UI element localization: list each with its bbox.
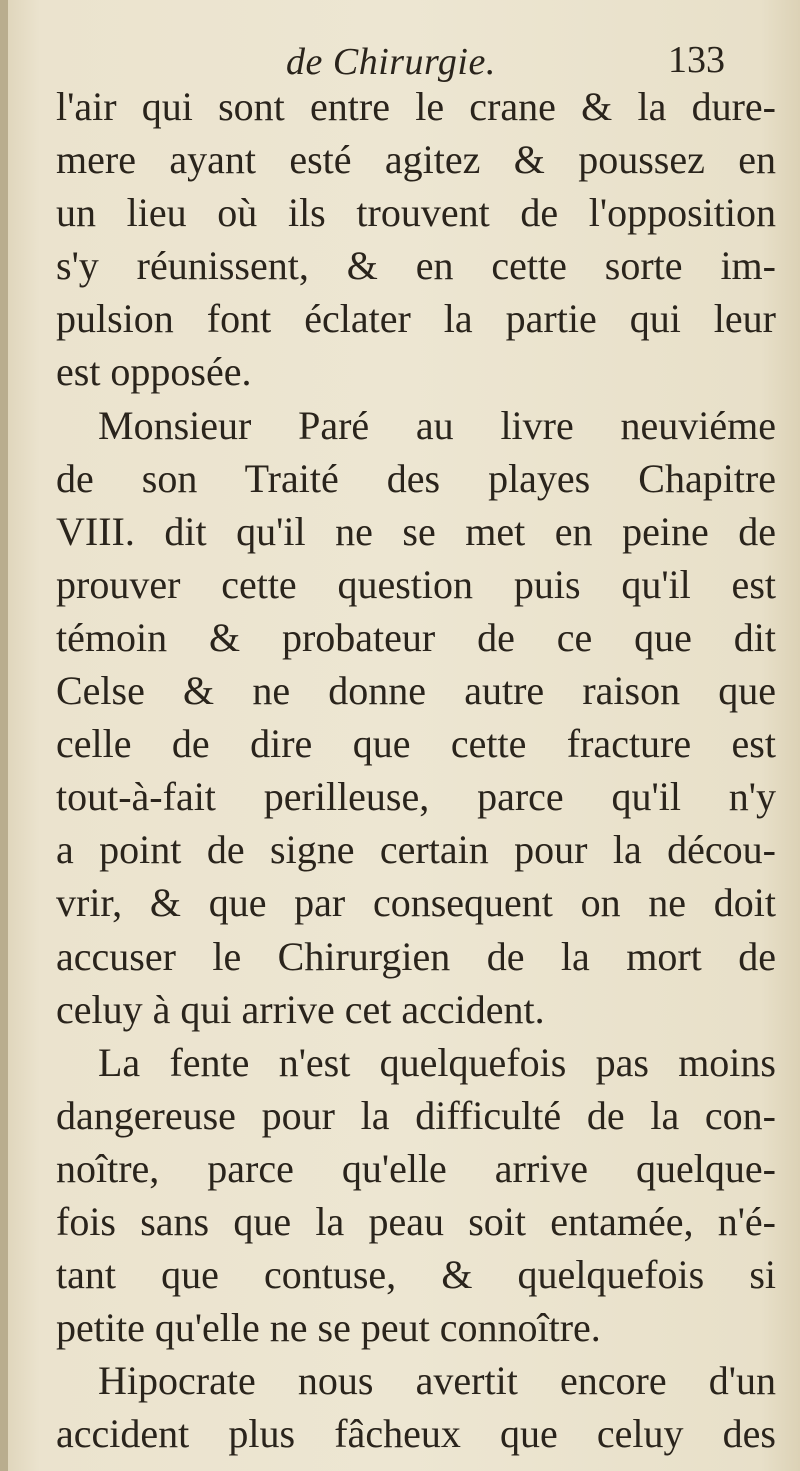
text-line: s'y réunissent, & en cette sorte im- [56, 243, 776, 289]
text-line: est opposée. [56, 349, 252, 395]
running-head: de Chirurgie. [286, 41, 496, 83]
text-line: de son Traité des playes Chapitre [56, 455, 776, 501]
text-line: noître, parce qu'elle arrive quelque- [56, 1145, 776, 1191]
page-number: 133 [668, 39, 725, 81]
text-line: La fente n'est quelquefois pas moins [98, 1039, 776, 1085]
text-line: mere ayant esté agitez & poussez en [56, 137, 776, 183]
text-line: Monsieur Paré au livre neuviéme [98, 402, 776, 448]
text-line: Celse & ne donne autre raison que [56, 668, 776, 714]
text-line: pulsion font éclater la partie qui leur [56, 296, 776, 342]
text-line: fois sans que la peau soit entamée, n'é- [56, 1198, 776, 1244]
text-line: tout-à-fait perilleuse, parce qu'il n'y [56, 774, 776, 820]
text-line: témoin & probateur de ce que dit [56, 614, 776, 660]
text-line: dangereuse pour la difficulté de la con- [56, 1092, 776, 1138]
text-line: un lieu où ils trouvent de l'opposition [56, 190, 776, 236]
body-text [56, 80, 776, 1460]
text-line: VIII. dit qu'il ne se met en peine de [56, 508, 776, 554]
text-line: accuser le Chirurgien de la mort de [56, 933, 776, 979]
text-line: Hipocrate nous avertit encore d'un [98, 1358, 776, 1404]
text-line: accident plus fâcheux que celuy des [56, 1411, 776, 1457]
text-line: a point de signe certain pour la décou- [56, 827, 776, 873]
text-line: l'air qui sont entre le crane & la dure- [56, 84, 776, 129]
text-line: petite qu'elle ne se peut connoître. [56, 1305, 601, 1351]
text-line: celuy à qui arrive cet accident. [56, 986, 545, 1032]
text-line: tant que contuse, & quelquefois si [56, 1252, 776, 1298]
page-gutter [0, 0, 8, 1471]
text-line: prouver cette question puis qu'il est [56, 561, 776, 607]
text-line: celle de dire que cette fracture est [56, 721, 776, 767]
text-line: vrir, & que par consequent on ne doit [56, 880, 776, 926]
